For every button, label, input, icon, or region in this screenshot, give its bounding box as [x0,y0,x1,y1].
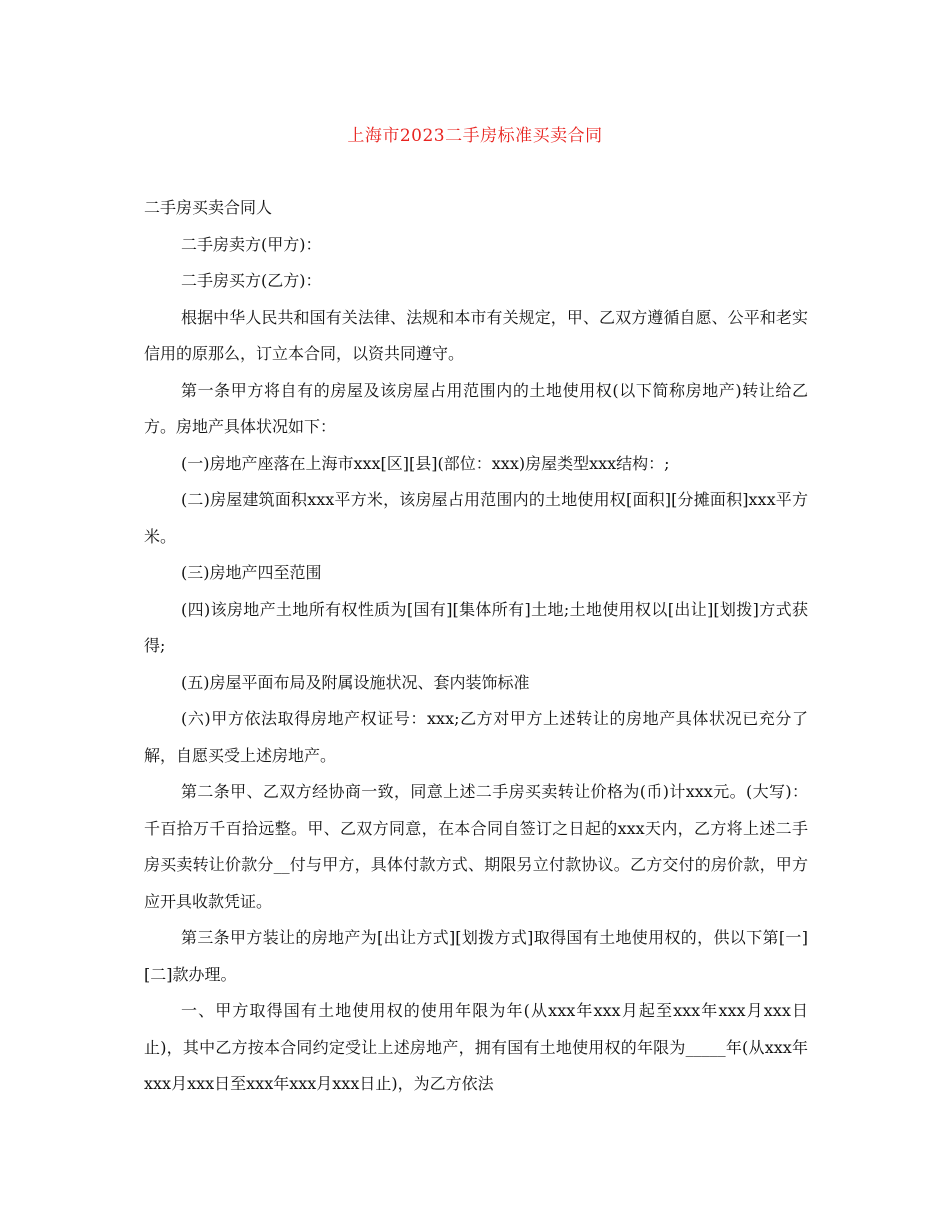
paragraph-article-3: 第三条甲方装让的房地产为[出让方式][划拨方式]取得国有土地使用权的，供以下第[一][二]款办理。 [144,928,808,984]
paragraph-seller: 二手房卖方(甲方)： [181,234,322,254]
paragraph-item-3: (三)房地产四至范围 [181,563,322,582]
paragraph-item-4: (四)该房地产土地所有权性质为[国有][集体所有]土地;土地使用权以[出让][划拨]方式获得; [144,599,808,655]
paragraph-item-6: (六)甲方依法取得房地产权证号：xxx;乙方对甲方上述转让的房地产具体状况已充分了解，自愿买受上述房地产。 [144,709,808,765]
paragraph-article-2: 第二条甲、乙双方经协商一致，同意上述二手房买卖转让价格为(币)计xxx元。(大写)：千百拾万千百拾远整。甲、乙双方同意，在本合同自签订之日起的xxx天内，乙方将上述二手房买卖转让价款分__付与甲方，具体付款方式、期限另立付款协议。乙方交付的房价款，甲方应开具收款凭证。 [144,782,808,911]
paragraph-contract-parties: 二手房买卖合同人 [144,198,273,217]
paragraph-buyer: 二手房买方(乙方)： [181,271,322,290]
paragraph-clause-1: 一、甲方取得国有土地使用权的使用年限为年(从xxx年xxx月起至xxx年xxx月xxx日止)，其中乙方按本合同约定受让上述房地产，拥有国有土地使用权的年限为_____年(从xxx年xxx月xxx日至xxx年xxx月xxx日止)，为乙方依法 [144,1001,808,1093]
paragraph-item-5: (五)房屋平面布局及附属设施状况、套内装饰标准 [181,672,530,692]
paragraph-preamble: 根据中华人民共和国有关法律、法规和本市有关规定，甲、乙双方遵循自愿、公平和老实信用的原那么，订立本合同，以资共同遵守。 [144,307,808,363]
paragraph-item-2: (二)房屋建筑面积xxx平方米，该房屋占用范围内的土地使用权[面积][分摊面积]xxx平方米。 [144,490,808,546]
paragraph-item-1: (一)房地产座落在上海市xxx[区][县](部位：xxx)房屋类型xxx结构：; [181,453,670,473]
document-title: 上海市2023二手房标准买卖合同 [347,126,603,146]
document-body [144,190,808,1103]
paragraph-article-1: 第一条甲方将自有的房屋及该房屋占用范围内的土地使用权(以下简称房地产)转让给乙方。房地产具体状况如下： [144,380,808,436]
